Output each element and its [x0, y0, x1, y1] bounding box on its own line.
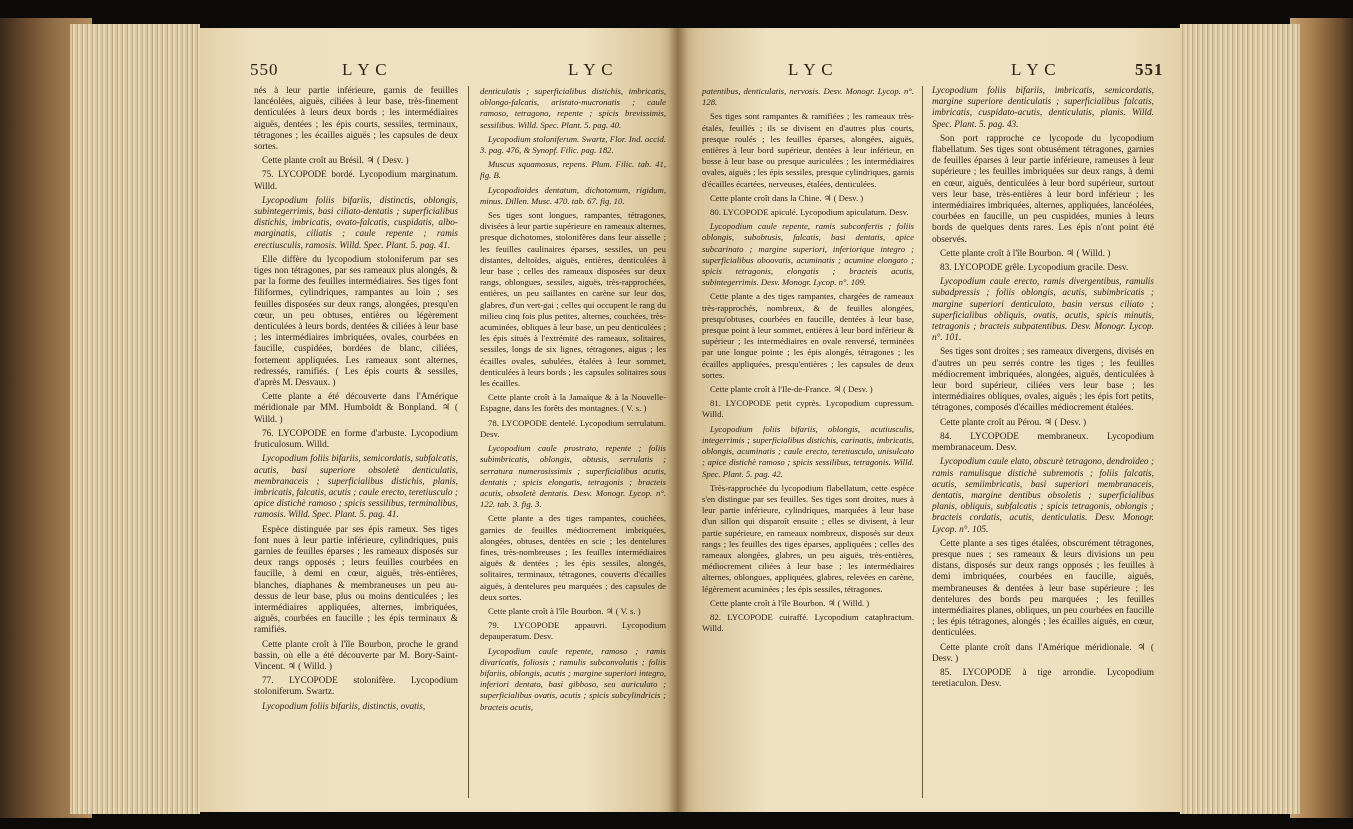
paragraph: 75. LYCOPODE bordé. Lycopodium marginatum. Willd.: [254, 170, 458, 192]
paragraph: Lycopodium caule repente, ramoso ; ramis divaricatis, foliosis ; ramulis subconvolutis ; foliis bifariis, oblongis, acutis ; margine superiori integro, inferiori dentato, basi gibboso, seu auriculato ; superficialibus ovatis, acutis ; spicis subcylindricis ; bracteis acutis,: [480, 645, 666, 712]
paragraph: Cette plante croît dans la Chine. ♃ ( Desv. ): [710, 192, 864, 203]
paragraph: Lycopodium caule prostrato, repente ; foliis subimbricatis, oblongis, obtusis, serrulatis ; serratura numerosissimis ; superficialibus acutis, dentatis ; spicis elongatis, tetragonis ; bracteis acutis, obsoletè dentatis. Desv. Monogr. Lycop. n°. 122. tab. 3. fig. 3.: [480, 443, 666, 510]
paragraph: Cette plante croît au Brésil. ♃ ( Desv. ): [262, 156, 409, 167]
paragraph: 80. LYCOPODE apiculé. Lycopodium apiculatum. Desv.: [710, 207, 909, 218]
right-page-column-2: [932, 86, 1154, 693]
paragraph: Lycopodium foliis bifariis, distinctis, ovatis,: [262, 701, 426, 712]
paragraph: Espèce distinguée par ses épis rameux. Ses tiges font nues à leur partie inférieure, cylindriques, puis garnies de feuilles éparses ; les rameaux disposés sur deux rangs opposés ; leurs feuilles courbées en faucille, à demi en cœur, aiguës, très-entières, blanches, diaphanes & membraneuses un peu au-dessus de leur base, plus ou moins denticulées ; les intermédiaires appliquées, alternes, imbriquées, aiguës, courbées en faucille ; les épis terminaux & ramifiés.: [254, 524, 458, 636]
left-page-column-2: [480, 86, 666, 716]
paragraph: Cette plante croît dans l'Amérique méridionale. ♃ ( Desv. ): [932, 642, 1154, 664]
paragraph: 78. LYCOPODE dentelé. Lycopodium serrulatum. Desv.: [480, 417, 666, 439]
paragraph: Lycopodium caule erecto, ramis divergentibus, ramulis subadpressis ; foliis oblongis, acutis, subimbricatis ; margine superiori denticulato, basin versus ciliato ; superficialibus obliquis, ovatis, acutis, spicis minutis, tetragonis ; bracteis subpatentibus. Desv. Monogr. Lycop. n°. 101.: [932, 277, 1154, 344]
paragraph: 77. LYCOPODE stolonifère. Lycopodium stoloniferum. Swartz.: [254, 676, 458, 698]
column-rule: [922, 86, 923, 798]
paragraph: 81. LYCOPODE petit cyprès. Lycopodium cupressum. Willd.: [702, 398, 914, 420]
paragraph: Ses tiges sont droites ; ses rameaux divergens, divisés en d'autres un peu serrés contre les tiges ; les feuilles médiocrement imbriquées, alongées, aiguës, denticulées à leur bord supérieur, ciliées vers leur base ; les intermédiaires obliques, ovales, aiguës ; les épis fort petits, tétragones, composés d'écailles médiocrement étalées.: [932, 347, 1154, 414]
paragraph: Très-rapprochée du lycopodium flabellatum, cette espèce s'en distingue par ses feuilles. Ses tiges sont droites, nues à leur partie inférieure, cylindriques, marquées à leur base d'un sillon qui disparoît ensuite ; elles se divisent, à leur partie supérieure, en rameaux nombreux, disposés sur deux rangs ; les feuilles des tiges éparses, appliquées ; celles des rameaux alongées, glabres, un peu aiguës, très-entières, médiocrement ciliées à leur base ; les intermédiaires alternes, oblongues, appliquées, glabres, relevées en carène, légèrement acuminées ; les épis sessiles, tétragones.: [702, 482, 914, 594]
paragraph: Cette plante croît à la Jamaïque & à la Nouvelle-Espagne, dans les forêts des montagnes. ( V. s. ): [480, 392, 666, 414]
paragraph: Elle diffère du lycopodium stoloniferum par ses tiges non tétragones, par ses rameaux plus alongés, & par la forme des feuilles intermédiaires. Ses tiges font filiformes, cylindriques, rampantes au loin ; ses feuilles disposées sur deux rangs, alongées, presqu'en cœur, un peu obtuses, entières ou légèrement denticulées à leurs bords, dentées & ciliées à leur base ; les intermédiaires imbriquées, ovales, courbées en faucille, cuspidées, bordées de blanc, ciliées, fortement appliquées. Les rameaux sont alternes, redressés, ramifiés. ( Les épis courts & sessiles, d'après M. Desvaux. ): [254, 254, 458, 389]
column-rule: [468, 86, 469, 798]
page-edges-left: [70, 24, 200, 814]
paragraph: Lycopodium foliis bifariis, distinctis, oblongis, subintegerrimis, basi ciliato-dentatis ; superficialibus distichis, imbricatis, ovato-falcatis, cuspidatis, albo-marginatis, ciliatis ; caule repente ; ramis erectiusculis, ramosis. Willd. Spec. Plant. 5. pag. 41.: [254, 195, 458, 251]
paragraph: Ses tiges sont rampantes & ramifiées ; les rameaux très-étalés, feuillés ; ils se divisent en d'autres plus courts, presque roulés ; les feuilles éparses, alongées, aiguës, entières à leur bord supérieur, dentées à leur inférieur, en bosse à leur base ou presque auriculées ; les intermédiaires ovales, aiguës ; les épis sessiles, presque cylindriques, garnis d'écailles écartées, nerveuses, étalées, denticulées.: [702, 111, 914, 189]
paragraph: Son port rapproche ce lycopode du lycopodium flabellatum. Ses tiges sont obtusément tétragones, garnies de feuilles éparses à leur partie inférieure, rameuses à leur supérieure ; les feuilles imbriquées sur deux rangs, à demi en cœur, aiguës, denticulées à leur bord supérieur, surtout vers leur base, très-entières à leur bord inférieur ; les intermédiaires imbriquées, alternes, appliquées, lancéolées, courbées en faucille, un peu cuspidées, munies à leurs bords de quelques dents rares. Les épis n'ont point été observés.: [932, 133, 1154, 245]
right-page-number: 551: [1135, 60, 1164, 79]
right-page-column-1: [702, 86, 914, 637]
paragraph: Lycopodium caule elato, obscurè tetragono, dendroïdeo ; ramis ramulisque distichè subremotis ; foliis falcatis, acutis, semiimbricatis, basi superiori membranaceis, dentatis, margine dentibus obsoletis ; superficialibus planis, obliquis, subfalcatis ; spicis tetragonis, oblongis ; bracteis cordatis, acutis, denticulatis. Desv. Monogr. Lycop. n°. 105.: [932, 457, 1154, 535]
paragraph: Cette plante croît au Pérou. ♃ ( Desv. ): [940, 417, 1087, 428]
paragraph: Lycopodium foliis bifariis, oblongis, acutiusculis, integerrimis ; superficialibus distichis, carinatis, imbricatis, oblongis, acuminatis ; caule erecto, teretiusculo, unisulcato ; apice distichè ramoso ; spicis sessilibus, tetragonis. Willd. Spec. Plant. 5. pag. 42.: [702, 423, 914, 479]
paragraph: 84. LYCOPODE membraneux. Lycopodium membranaceum. Desv.: [932, 431, 1154, 454]
paragraph: Ses tiges sont longues, rampantes, tétragones, divisées à leur partie supérieure en rameaux alternes, presque dichotomes, stolonifères dans leur aisselle ; les feuilles caulinaires éparses, sessiles, un peu distantes, deltoïdes, aiguës, entières, denticulées à leur base ; celles des rameaux disposées sur deux rangs, oblongues, sessiles, aiguës, très-rapprochées, entières, un peu saillantes en carène sur leur dos, glabres, d'un vert-gai ; celles qui occupent le rang du milieu cinq fois plus petites, alternes, couchées, très-acuminées, obliques à leur base, un peu denticulées ; les épis situés à l'extrémité des rameaux, solitaires, sessiles, longs de six lignes, tétragones, aigus ; les écailles ovales, subulées, étalées à leur sommet, denticulées à leurs bords ; les capsules solitaires sous les écailles.: [480, 210, 666, 389]
left-running-head-1: L Y C: [342, 60, 388, 79]
paragraph: nés à leur partie inférieure, garnis de feuilles lancéolées, aiguës, ciliées à leur base, très-finement denticulées à leurs deux bords ; les intermédiaires aiguës, dentées ; les épis courts, sessiles, terminaux, tétragones ; les écailles aiguës ; les capsules de deux sortes.: [254, 86, 458, 153]
right-page: [678, 28, 1182, 812]
paragraph: Cette plante croît à l'île Bourbon. ♃ ( Willd. ): [710, 597, 870, 608]
left-page: [200, 28, 678, 812]
paragraph: Cette plante a été découverte dans l'Amérique méridionale par MM. Humboldt & Bonpland. ♃ ( Willd. ): [254, 392, 458, 425]
paragraph: Cette plante croît à l'île Bourbon, proche le grand bassin, où elle a été découverte par M. Bory-Saint-Vincent. ♃ ( Willd. ): [254, 639, 458, 672]
paragraph: 85. LYCOPODE à tige arrondie. Lycopodium teretiaculon. Desv.: [932, 667, 1154, 690]
paragraph: Lycopodium foliis bifariis, semicordatis, subfalcatis, acutis, basi superiore obsoletè denticulatis, membranaceis ; superficialibus distichis, planis, imbricatis, falcatis, acutis ; caule erecto, teretiusculo ; apice distichè ramoso ; spicis sessilibus, terminalibus, ramosis. Willd. Spec. Plant. 5. pag. 41.: [254, 454, 458, 521]
paragraph: Lycopodium stoloniferum. Swartz, Flor. Ind. occid. 3. pag. 476, & Synopf. Filic. pag. 182.: [480, 133, 666, 156]
paragraph: Lycopodioides dentatum, dichotomum, rigidum, minus. Dillen. Musc. 470. tab. 67. fig. 10.: [480, 184, 666, 206]
paragraph: Muscus squamosus, repens. Plum. Filic. tab. 41, fig. B.: [480, 159, 666, 181]
page-edges-right: [1180, 24, 1300, 814]
paragraph: Lycopodium caule repente, ramis subconfertis ; foliis oblongis, subobtusis, falcatis, basi dentatis, apice subcarinato ; margine superiori, inferiorique integro ; superficialibus oboovatis, acuminatis ; acumine elongato ; spicis tetragonis, elongatis ; bracteis acutis, subintegerrimis. Desv. Monogr. Lycop. n°. 109.: [702, 221, 914, 288]
paragraph: Lycopodium foliis bifariis, imbricatis, semicordatis, margine superiore denticulatis ; superficialibus falcatis, imbricatis, cuspidato-acutis, denticulatis, planis. Willd. Spec. Plant. 5. pag. 43.: [932, 86, 1154, 130]
paragraph: patentibus, denticulatis, nervosis. Desv. Monogr. Lycop. n°. 128.: [702, 86, 914, 108]
paragraph: denticulatis ; superficialibus distichis, imbricatis, oblongo-falcatis, aristato-mucronatis ; caule ramoso, tetragono, repente ; spicis brevissimis, sessilibus. Willd. Spec. Plant. 5. pag. 40.: [480, 86, 666, 130]
book-gutter: [668, 28, 688, 812]
paragraph: Cette plante croît à l'île Bourbon. ♃ ( Willd. ): [940, 248, 1111, 259]
paragraph: 83. LYCOPODE grêle. Lycopodium gracile. Desv.: [940, 263, 1129, 274]
right-running-head-2: L Y C: [1011, 60, 1057, 79]
paragraph: 79. LYCOPODE appauvri. Lycopodium depauperatum. Desv.: [480, 620, 666, 642]
paragraph: Cette plante croît à l'Ile-de-France. ♃ ( Desv. ): [710, 384, 873, 395]
left-running-head-2: L Y C: [568, 60, 614, 79]
right-running-head-1: L Y C: [788, 60, 834, 79]
paragraph: 82. LYCOPODE cuiraffé. Lycopodium cataphractum. Willd.: [702, 611, 914, 634]
paragraph: Cette plante croît à l'île Bourbon. ♃ ( V. s. ): [488, 605, 641, 616]
paragraph: Cette plante a ses tiges étalées, obscurément tétragones, presque nues ; ses rameaux & leurs divisions un peu distans, disposés sur deux rangs opposés ; les feuilles à demi imbriquées, courbées en faucille, aiguës, membraneuses & dentées à leur base supérieure ; les dentelures des bords peu marquées ; les feuilles intermédiaires planes, obliques, un peu courbées en faucille ; les épis tétragones, alongés ; les écailles aiguës, en cœur, denticulées.: [932, 538, 1154, 639]
left-page-column-1: [254, 86, 458, 716]
paragraph: 76. LYCOPODE en forme d'arbuste. Lycopodium fruticulosum. Willd.: [254, 428, 458, 451]
paragraph: Cette plante a des tiges rampantes, chargées de rameaux très-rapprochés, nombreux, & de feuilles alongées, presqu'obtuses, courbées en faucille, dentées à leur base, presque point à leur sommet, entières à leur bord inférieur & supérieur ; les intermédiaires en ovale renversé, terminées par une longue pointe ; les épis alongés, tétragones ; les écailles appliquées, presqu'entières ; les capsules de deux sortes.: [702, 291, 914, 380]
left-page-number: 550: [250, 60, 279, 79]
paragraph: Cette plante a des tiges rampantes, couchées, garnies de feuilles médiocrement imbriquées, alongées, obtuses, dentées en scie ; les dentelures fines, très-nombreuses ; les feuilles intermédiaires aiguës & dentées ; les épis sessiles, alongés, solitaires, terminaux, tétragones, couverts d'écailles aiguës, à dentelures peu marquées ; des capsules de deux sortes.: [480, 513, 666, 602]
